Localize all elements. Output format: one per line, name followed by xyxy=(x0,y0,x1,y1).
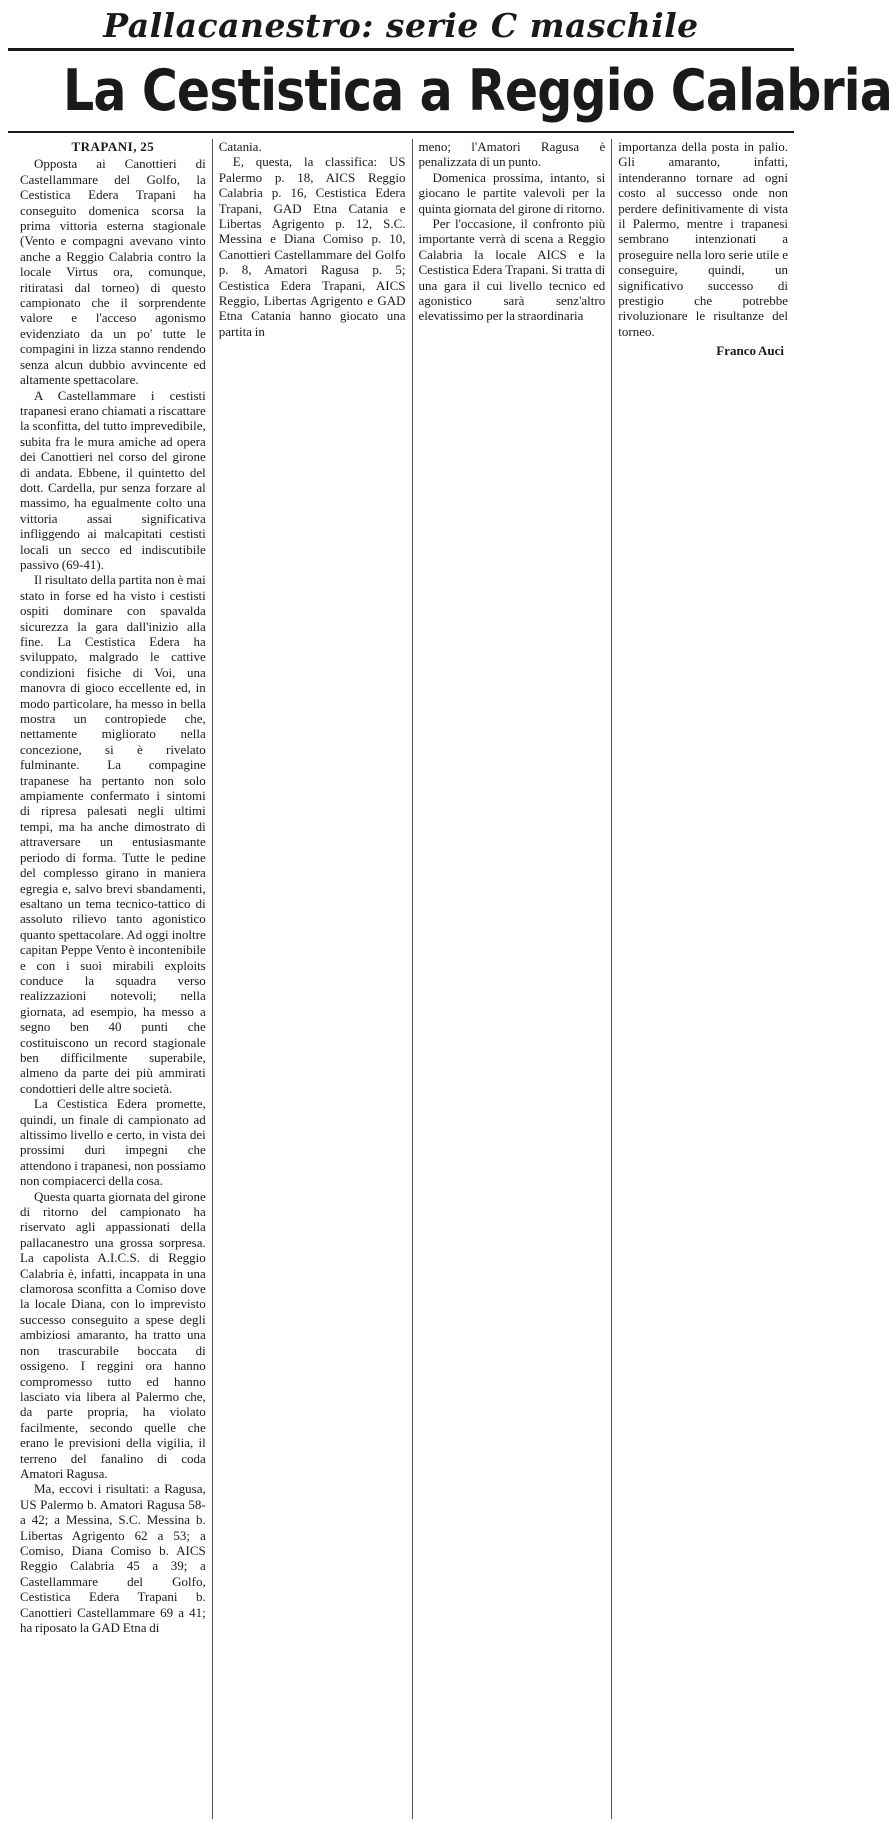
paragraph: Catania. xyxy=(218,139,262,154)
paragraph: Opposta ai Canottieri di Castellammare del Golfo, la Cestistica Edera Trapani ha conseguito domenica scorsa la prima vittoria esterna stagionale (Vento e compagni avevano vinto anche a Reggio Calabria contro la locale Virtus ora, comunque, ritiratasi dal torneo) di questo campionato che il sorprendente valore e l'acceso agonismo evidenziato da un po' tutte le compagini in lizza stanno rendendo senza alcun dubbio avvincente ed altamente spettacolare. xyxy=(20,156,206,388)
paragraph: importanza della posta in palio. Gli amaranto, infatti, intenderanno tornare ad ogni costo al successo onde non perdere definitivamente di vista il Palermo, mentre i trapanesi sembrano intenzionati a proseguire nella loro serie utile e conseguire, quindi, un significativo successo di prestigio che potrebbe rivoluzionare le risultanze del torneo. xyxy=(618,139,789,339)
column-3 xyxy=(413,139,613,1819)
column-4 xyxy=(612,139,794,1819)
paragraph: Per l'occasione, il confronto più importante verrà di scena a Reggio Calabria la locale AICS e la Cestistica Edera Trapani. Si tratta di una gara il cui livello tecnico ed agonistico sarà senz'altro elevatissimo per la straordinaria xyxy=(418,216,606,324)
paragraph: Domenica prossima, intanto, si giocano le partite valevoli per la quinta giornata del girone di ritorno. xyxy=(418,169,606,216)
paragraph: Ma, eccovi i risultati: a Ragusa, US Palermo b. Amatori Ragusa 58-a 42; a Messina, S.C. Messina b. Libertas Agrigento 62 a 53; a Comiso, Diana Comiso b. AICS Reggio Calabria 45 a 39; a Castellammare del Golfo, Cestistica Edera Trapani b. Canottieri Castellammare 69 a 41; ha riposato la GAD Etna di xyxy=(20,1481,206,1635)
headline-rule xyxy=(8,131,794,133)
article-kicker: Pallacanestro: serie C maschile xyxy=(103,6,699,45)
article-headline: La Cestistica a Reggio Calabria xyxy=(63,58,892,124)
paragraph: Il risultato della partita non è mai stato in forse ed ha visto i cestisti ospiti dominare con spavalda sicurezza la gara dall'inizio alla fine. La Cestistica Edera ha sviluppato, malgrado le cattive condizioni fisiche di Voi, una manovra di gioco eccellente ed, in modo particolare, ha messo in bella mostra un contropiede che, nettamente migliorato nella concezione, si è rivelato fulminante. La compagine trapanese ha pertanto non solo ampiamente confermato i sintomi di ripresa palesati negli ultimi tempi, ma ha anche dimostrato di attraversare un entusiasmante periodo di forma. Tutte le pedine del complesso girano in maniera egregia e, salvo brevi sbandamenti, esaltano un tema tecnico-tattico di assoluto rilievo tanto agonistico quanto spettacolare. Ad oggi inoltre capitan Peppe Vento è incontenibile e con i suoi mirabili exploits conduce la squadra verso realizzazioni notevoli; nella giornata, ad esempio, ha messo a segno ben 40 punti che costituiscono un record stagionale ben difficilmente superabile, almeno da parte dei più ammirati condottieri delle altre società. xyxy=(20,572,206,1096)
column-1 xyxy=(8,139,213,1819)
paragraph: E, questa, la classifica: US Palermo p. 18, AICS Reggio Calabria p. 16, Cestistica Edera Trapani, GAD Etna Catania e Libertas Agrigento p. 12, S.C. Messina e Diana Comiso p. 10, Canottieri Castellammare del Golfo p. 8, Amatori Ragusa p. 5; Cestistica Edera Trapani, AICS Reggio, Libertas Agrigento e GAD Etna Catania hanno giocato una partita in xyxy=(218,154,406,339)
paragraph: La Cestistica Edera promette, quindi, un finale di campionato ad altissimo livello e certo, in vista dei prossimi duri impegni che attendono i trapanesi, non possiamo non compiacerci della cosa. xyxy=(20,1096,206,1189)
byline: Franco Auci xyxy=(716,343,785,359)
column-2 xyxy=(213,139,413,1819)
paragraph: Questa quarta giornata del girone di ritorno del campionato ha riservato agli appassionati della pallacanestro una grossa sorpresa. La capolista A.I.C.S. di Reggio Calabria è, infatti, incappata in una clamorosa sconfitta a Comiso dove la locale Diana, con lo imprevisto successo conseguito a spese degli ambiziosi amaranto, ha tratto una non trascurabile boccata di ossigeno. I reggini ora hanno compromesso tutto ed hanno lasciato via libera al Palermo che, da parte propria, ha violato facilmente, secondo quelle che erano le previsioni della vigilia, il terreno del fanalino di coda Amatori Ragusa. xyxy=(20,1188,206,1481)
paragraph: A Castellammare i cestisti trapanesi erano chiamati a riscattare la sconfitta, del tutto imprevedibile, subita fra le mura amiche ad opera dei Canottieri nel corso del girone di andata. Ebbene, il quintetto del dott. Cardella, pur senza forzare al massimo, ha egualmente colto una vittoria assai significativa infliggendo ai malcapitati cestisti locali un secco ed indiscutibile passivo (69-41). xyxy=(20,387,206,572)
paragraph: meno; l'Amatori Ragusa è penalizzata di un punto. xyxy=(418,139,606,170)
article-body xyxy=(8,139,794,1819)
dateline: TRAPANI, 25 xyxy=(71,139,155,154)
